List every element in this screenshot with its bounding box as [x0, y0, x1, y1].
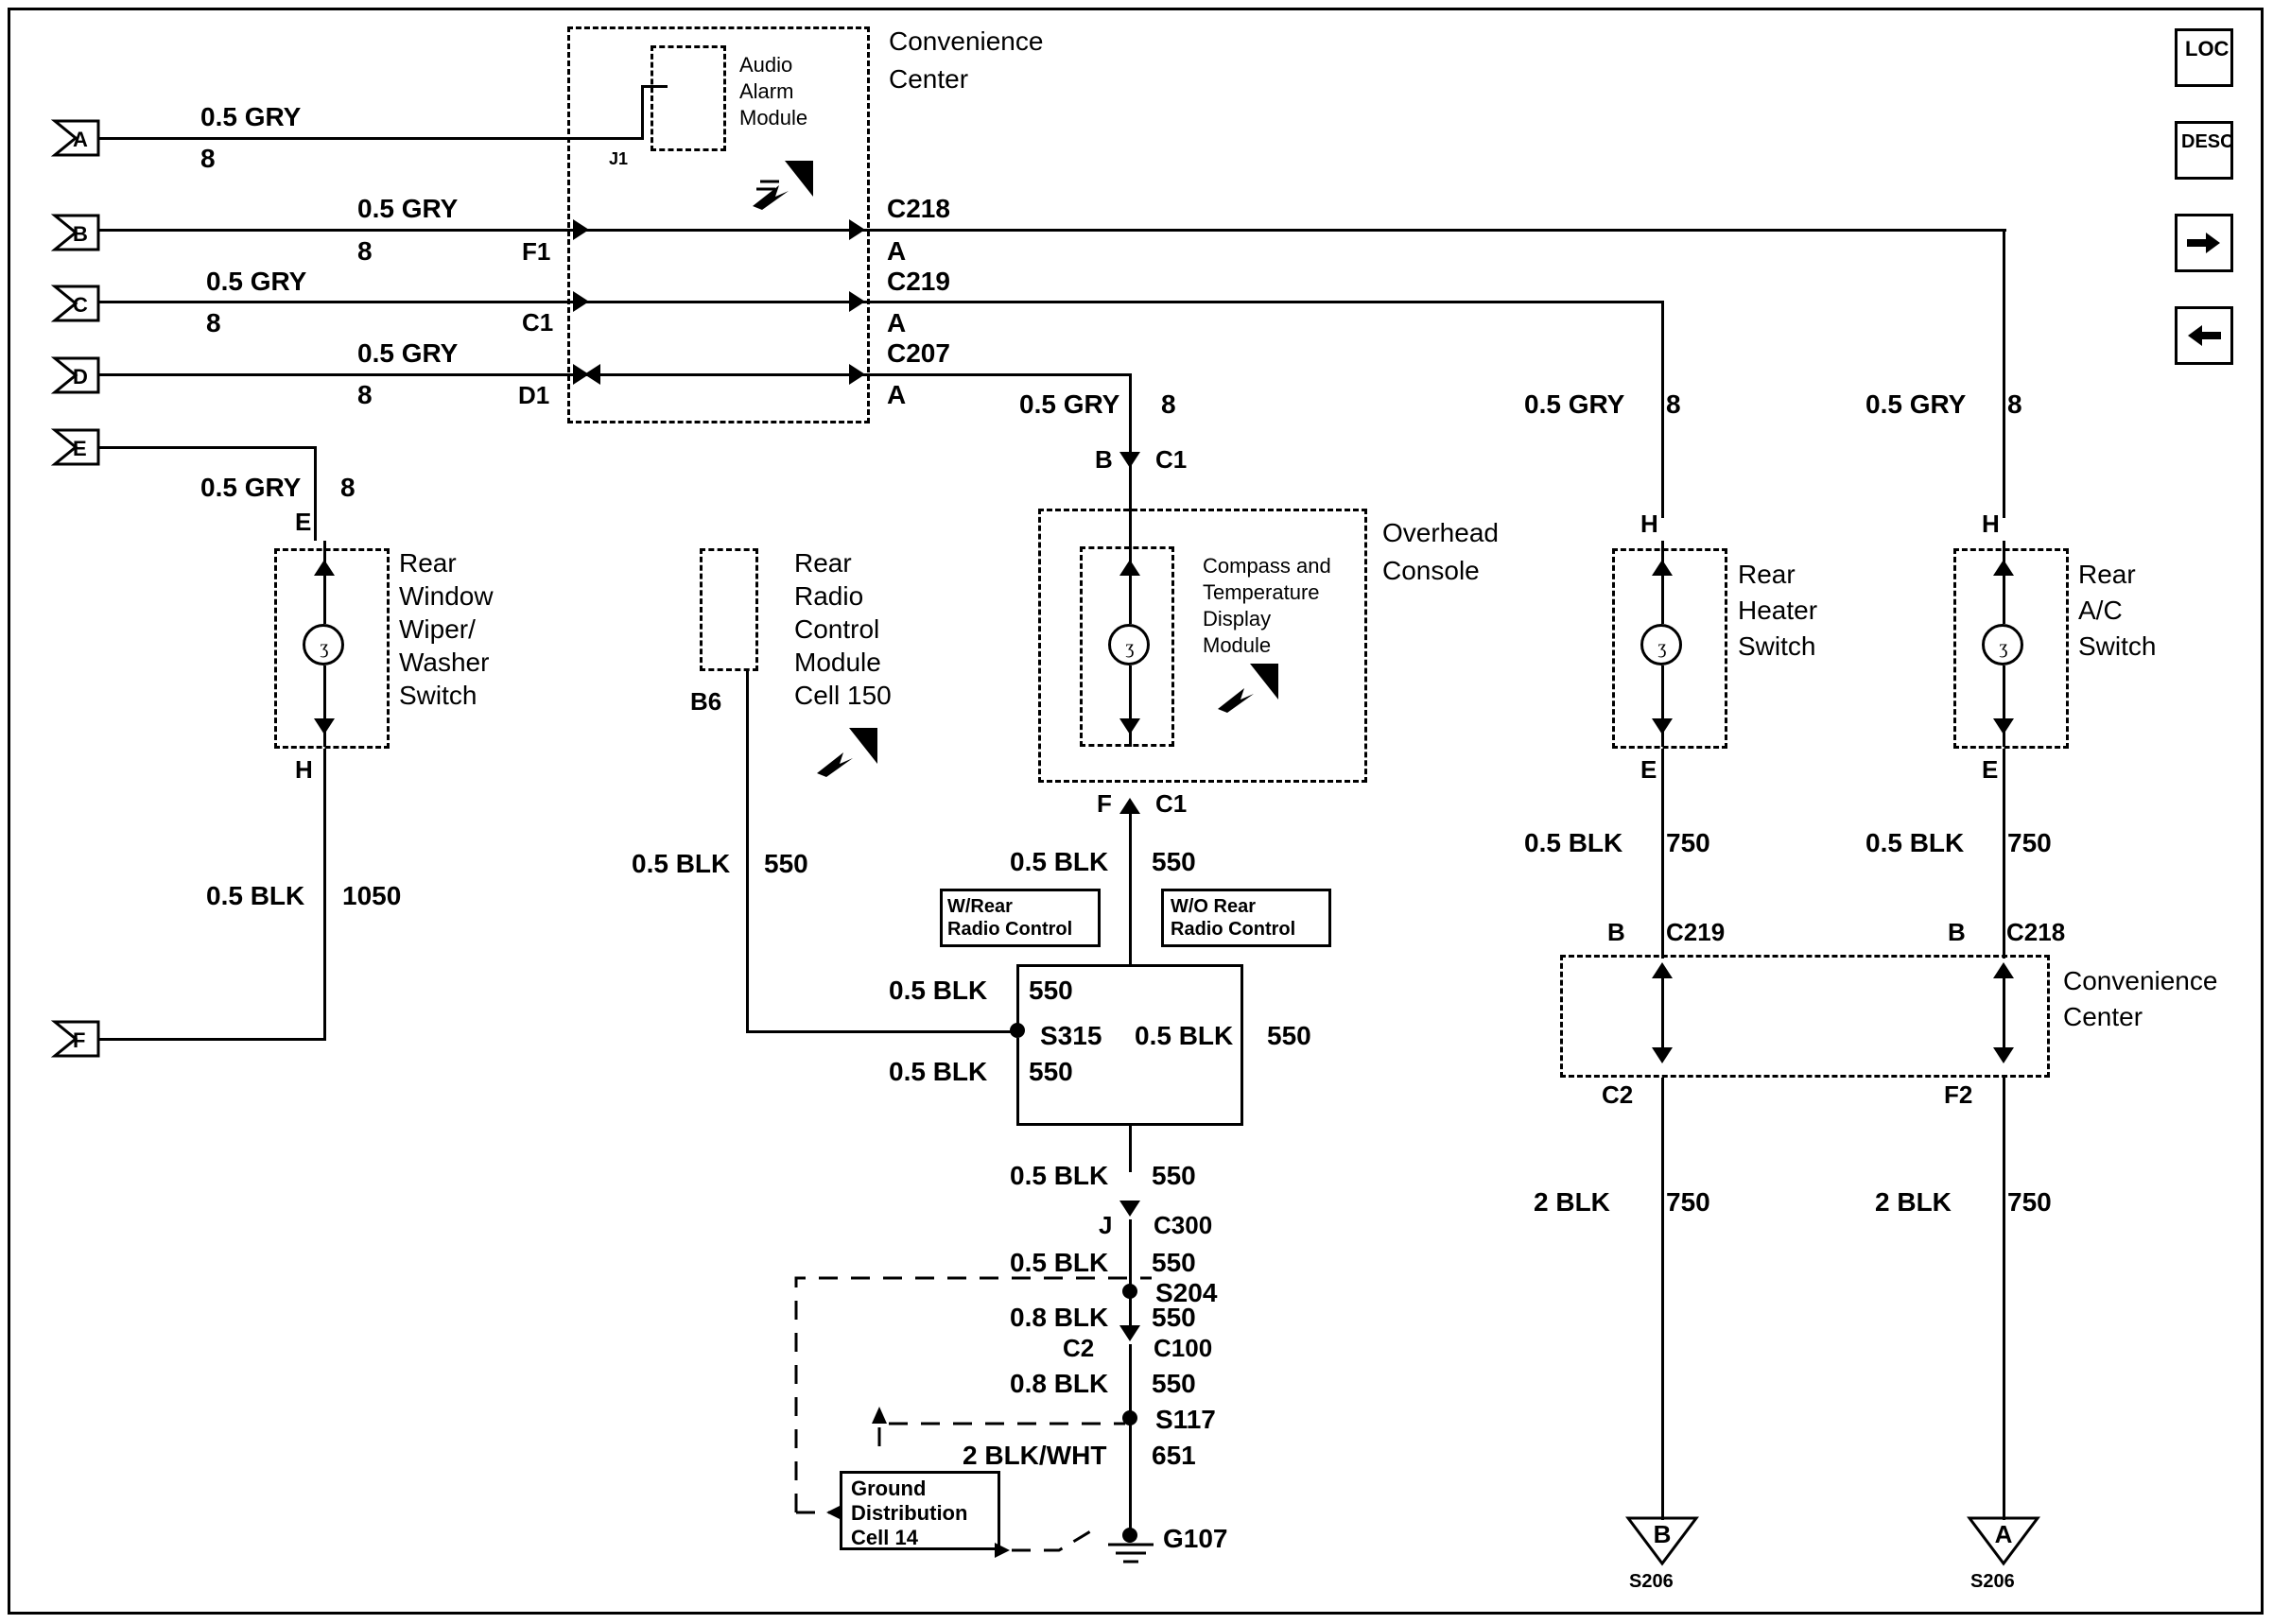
ground-ref-b-triangle[interactable] [1624, 1514, 1700, 1567]
s117-in-label: 0.8 BLK [1010, 1369, 1109, 1398]
convenience-center-2-label-1: Convenience [2063, 966, 2218, 995]
heater-blk-number: 750 [1666, 828, 1710, 857]
overhead-console-label-2: Console [1382, 556, 1480, 585]
page-connector-c-label: C [73, 293, 88, 317]
ac-blk-number: 750 [2007, 828, 2052, 857]
wiper-blk-number: 1050 [342, 881, 402, 910]
rear-radio-label-1: Rear [794, 548, 852, 578]
pin-j-c300-label: J [1099, 1211, 1113, 1239]
console-blk-number: 550 [1152, 847, 1196, 876]
rear-radio-label-3: Control [794, 614, 880, 644]
splice-s315-label: S315 [1040, 1021, 1102, 1050]
ac-arrow-down [1993, 718, 2014, 734]
ground-ref-b-name: S206 [1629, 1571, 1674, 1592]
pin-e-heater-label: E [1640, 755, 1657, 784]
connector-c218-a-label: C218 [887, 194, 950, 223]
ground-ref-a-name: S206 [1970, 1571, 2015, 1592]
compass-module-label-4: Module [1203, 633, 1272, 657]
wiper-to-f-connector [97, 1038, 326, 1041]
radio-to-s315 [746, 1030, 1022, 1033]
wo-branch-riser [1241, 991, 1243, 1125]
pin-f2-cc-label: F2 [1944, 1080, 1973, 1109]
rear-ac-label-3: Switch [2078, 631, 2157, 661]
console-wire-top [1129, 520, 1132, 624]
heater-2blk-label: 2 BLK [1534, 1187, 1610, 1217]
page-connector-a-label: A [73, 128, 88, 151]
svg-text:ʒ: ʒ [1125, 637, 1135, 658]
s315-dn-number: 550 [1029, 1057, 1073, 1086]
splice-s204-label: S204 [1155, 1278, 1218, 1307]
wire-c207-number: 8 [1161, 389, 1176, 419]
wire-c-line [97, 301, 589, 303]
pin-c1-b-label: C1 [1155, 445, 1188, 474]
c300-in-number: 550 [1152, 1161, 1196, 1190]
wire-b-label: 0.5 GRY [357, 194, 459, 223]
wire-c-to-heater [862, 301, 1664, 303]
bracket-top-h [1016, 964, 1243, 967]
pin-b-c219-label: B [1607, 918, 1625, 946]
console-arrow-down [1119, 718, 1140, 734]
rear-radio-label-4: Module [794, 648, 881, 677]
heater-2blk-wire [1661, 1078, 1664, 1520]
s117-dashed-branch [870, 1390, 1144, 1456]
wire-b-number: 8 [357, 236, 373, 266]
connector-c218-cc-label: C218 [2006, 918, 2066, 946]
wire-b-inner [586, 229, 860, 232]
s315-down-riser [1016, 1038, 1019, 1125]
rear-window-wiper-label-3: Wiper/ [399, 614, 476, 644]
svg-text:A: A [1994, 1520, 2013, 1548]
cc2-ac-arrow-down [1993, 1047, 2014, 1063]
wire-a-line [97, 137, 570, 140]
wire-b-line [97, 229, 589, 232]
rear-heater-label-1: Rear [1738, 560, 1796, 589]
esd-warning-icon-1 [747, 159, 813, 208]
overhead-console-label-1: Overhead [1382, 518, 1499, 547]
s204-out-number: 550 [1152, 1303, 1196, 1332]
prev-page-button[interactable] [2175, 306, 2233, 365]
arrow-left-icon [2185, 322, 2223, 349]
audio-alarm-module-label-3: Module [739, 106, 808, 130]
convenience-center-2-label-2: Center [2063, 1002, 2143, 1031]
page-connector-f[interactable] [52, 1019, 101, 1059]
wire-c-inner [586, 301, 860, 303]
console-ground-wire [1129, 813, 1132, 964]
wire-a-label: 0.5 GRY [200, 102, 302, 131]
esd-warning-icon-3 [1212, 662, 1278, 711]
wire-a-j1-seg [570, 137, 644, 140]
pin-e-ac-label: E [1982, 755, 1999, 784]
pin-b-c218-label: B [1948, 918, 1966, 946]
page-connector-b-label: B [73, 222, 88, 246]
w-rear-radio-label-1: W/Rear [947, 896, 1013, 917]
s117-in-number: 550 [1152, 1369, 1196, 1398]
pin-c1-console-label: C1 [1155, 789, 1188, 818]
pin-f-console-label: F [1097, 789, 1112, 818]
heater-wire-top [1661, 541, 1664, 624]
wiper-blk-label: 0.5 BLK [206, 881, 305, 910]
wire-d-out [862, 373, 1132, 376]
wire-d-number: 8 [357, 380, 373, 409]
rear-radio-label-5: Cell 150 [794, 681, 892, 710]
svg-text:B: B [1653, 1520, 1672, 1548]
s315-right-label: 0.5 BLK [1135, 1021, 1234, 1050]
loc-button-label: LOC [2185, 37, 2230, 60]
heater-2blk-number: 750 [1666, 1187, 1710, 1217]
ground-distribution-label-3: Cell 14 [851, 1526, 918, 1549]
page-connector-c[interactable] [52, 284, 101, 323]
page-connector-d[interactable] [52, 355, 101, 395]
page-connector-e-label: E [73, 437, 87, 460]
ac-gry-drop [2003, 229, 2005, 518]
connector-c219-a-pin: A [887, 308, 907, 337]
heater-gry-number: 8 [1666, 389, 1681, 419]
splice-s315-dot [1010, 1023, 1025, 1038]
pin-h-heater-label: H [1640, 510, 1658, 538]
desc-button-label: DESC [2181, 131, 2234, 152]
convenience-center-box-2 [1560, 955, 2050, 1078]
heater-arrow-down [1652, 718, 1673, 734]
ac-gry-number: 8 [2007, 389, 2022, 419]
s204-in-label: 0.5 BLK [1010, 1248, 1109, 1277]
wire-e-label: 0.5 GRY [200, 473, 302, 502]
radio-ground-wire [746, 671, 749, 1030]
loc-button[interactable] [2175, 28, 2233, 87]
console-lamp-symbol [1108, 624, 1150, 665]
pin-e-wiper-label: E [295, 508, 312, 536]
wire-c-label: 0.5 GRY [206, 267, 307, 296]
ac-2blk-label: 2 BLK [1875, 1187, 1952, 1217]
rear-window-wiper-label-5: Switch [399, 681, 477, 710]
s315-dn-label: 0.5 BLK [889, 1057, 988, 1086]
wiper-arrow-down [314, 718, 335, 734]
wo-rear-radio-label-1: W/O Rear [1171, 896, 1257, 917]
compass-module-label-1: Compass and [1203, 554, 1331, 578]
audio-alarm-module-label-2: Alarm [739, 79, 794, 103]
rear-window-wiper-label-2: Window [399, 581, 494, 611]
s315-up-number: 550 [1029, 976, 1073, 1005]
connector-c207-a-label: C207 [887, 338, 950, 368]
rear-ac-label-1: Rear [2078, 560, 2136, 589]
heater-wire-bottom [1661, 665, 1664, 747]
ground-distribution-label-2: Distribution [851, 1501, 968, 1525]
bracket-top-left [1016, 964, 1019, 991]
radio-blk-label: 0.5 BLK [632, 849, 731, 878]
wire-d-inner [599, 373, 860, 376]
wiper-lamp-symbol [303, 624, 344, 665]
page-connector-a[interactable] [52, 118, 101, 158]
w-rear-radio-label-2: Radio Control [947, 919, 1073, 940]
pin-j1-label: J1 [609, 149, 629, 168]
svg-text:ʒ: ʒ [1999, 637, 2008, 658]
wire-b-to-ac [862, 229, 2006, 232]
heater-blk-wire [1661, 749, 1664, 959]
connector-c218-a-pin: A [887, 236, 907, 266]
convenience-center-label-line2: Center [889, 64, 969, 94]
compass-module-label-3: Display [1203, 607, 1272, 631]
pin-h-ac-label: H [1982, 510, 2000, 538]
ac-2blk-wire [2003, 1078, 2005, 1520]
cc2-heater-arrow-down [1652, 1047, 1673, 1063]
heater-gry-drop [1661, 301, 1664, 518]
svg-text:ʒ: ʒ [1657, 637, 1667, 658]
heater-gry-label: 0.5 GRY [1524, 389, 1625, 419]
bracket-top-right [1241, 964, 1243, 991]
ac-gry-label: 0.5 GRY [1865, 389, 1967, 419]
pin-c1-left-label: C1 [522, 308, 554, 337]
pin-c2-cc-label: C2 [1602, 1080, 1634, 1109]
rear-window-wiper-label-4: Washer [399, 648, 490, 677]
desc-button[interactable] [2175, 121, 2233, 180]
s315-up-label: 0.5 BLK [889, 976, 988, 1005]
wire-d-label: 0.5 GRY [357, 338, 459, 368]
wiper-wire-top [323, 541, 326, 624]
wire-c207-label: 0.5 GRY [1019, 389, 1120, 419]
rear-window-wiper-label-1: Rear [399, 548, 457, 578]
ac-blk-label: 0.5 BLK [1865, 828, 1965, 857]
pin-d1-label: D1 [518, 381, 550, 409]
splice-s117-label: S117 [1155, 1405, 1216, 1434]
cc2-heater-inner [1661, 977, 1664, 1047]
ac-wire-bottom [2003, 665, 2005, 747]
wire-e-line [97, 446, 317, 449]
s204-out-label: 0.8 BLK [1010, 1303, 1109, 1332]
c300-in-label: 0.5 BLK [1010, 1161, 1109, 1190]
c300-arrow-down [1119, 1201, 1140, 1217]
g107-wire-label: 2 BLK/WHT [963, 1441, 1107, 1470]
cc2-heater-arrow-up [1652, 962, 1673, 978]
wire-a-number: 8 [200, 144, 216, 173]
radio-blk-number: 550 [764, 849, 808, 878]
connector-c300-label: C300 [1154, 1211, 1213, 1239]
cc2-ac-inner [2003, 977, 2005, 1047]
wire-a-j1-riser [641, 85, 644, 138]
pin-f1-label: F1 [522, 237, 551, 266]
rear-heater-label-3: Switch [1738, 631, 1816, 661]
pin-c2-c100-label: C2 [1063, 1334, 1095, 1362]
wire-e-drop [314, 446, 317, 541]
page-connector-e[interactable] [52, 427, 101, 467]
g107-wire-number: 651 [1152, 1441, 1196, 1470]
s204-in-number: 550 [1152, 1248, 1196, 1277]
bracket-bottom-stem [1129, 1123, 1132, 1172]
connector-c219-cc-label: C219 [1666, 918, 1726, 946]
connector-c100-label: C100 [1154, 1334, 1213, 1362]
page-connector-d-label: D [73, 365, 88, 389]
audio-alarm-module-label-1: Audio [739, 53, 793, 77]
heater-lamp-symbol [1640, 624, 1682, 665]
wire-d-arrow-back [584, 364, 600, 385]
console-out-arrow-up [1119, 798, 1140, 814]
wire-d-line [97, 373, 589, 376]
wire-e-number: 8 [340, 473, 356, 502]
wire-c-number: 8 [206, 308, 221, 337]
rear-ac-label-2: A/C [2078, 596, 2123, 625]
wiper-ground-wire [323, 749, 326, 1040]
wire-c207-arrow-down [1119, 452, 1140, 468]
pin-h-wiper-label: H [295, 755, 313, 784]
console-blk-label: 0.5 BLK [1010, 847, 1109, 876]
wiper-wire-bottom [323, 665, 326, 747]
connector-c219-a-label: C219 [887, 267, 950, 296]
audio-alarm-module-box [651, 45, 726, 151]
ground-g107-label: G107 [1163, 1524, 1228, 1553]
pin-b6-label: B6 [690, 687, 722, 716]
svg-text:ʒ: ʒ [320, 637, 329, 658]
ground-ref-a-triangle[interactable] [1966, 1514, 2041, 1567]
convenience-center-label-line1: Convenience [889, 26, 1044, 56]
console-wire-bottom [1129, 665, 1132, 747]
cc2-ac-arrow-up [1993, 962, 2014, 978]
compass-module-label-2: Temperature [1203, 580, 1320, 604]
arrow-right-icon [2185, 230, 2223, 256]
ac-lamp-symbol [1982, 624, 2023, 665]
connector-c207-a-pin: A [887, 380, 907, 409]
pin-b-c1-label: B [1095, 445, 1113, 474]
esd-warning-icon-2 [811, 726, 877, 775]
ac-2blk-number: 750 [2007, 1187, 2052, 1217]
next-page-button[interactable] [2175, 214, 2233, 272]
rear-heater-label-2: Heater [1738, 596, 1818, 625]
rear-radio-control-module-box [700, 548, 758, 671]
s315-right-number: 550 [1267, 1021, 1311, 1050]
ac-wire-top [2003, 541, 2005, 624]
wo-rear-radio-label-2: Radio Control [1171, 919, 1296, 940]
ground-distribution-label-1: Ground [851, 1477, 927, 1500]
rear-radio-label-2: Radio [794, 581, 864, 611]
page-connector-b[interactable] [52, 213, 101, 252]
heater-blk-label: 0.5 BLK [1524, 828, 1623, 857]
wire-a-j1-top [641, 85, 668, 88]
ac-blk-wire [2003, 749, 2005, 959]
page-connector-f-label: F [73, 1028, 86, 1052]
